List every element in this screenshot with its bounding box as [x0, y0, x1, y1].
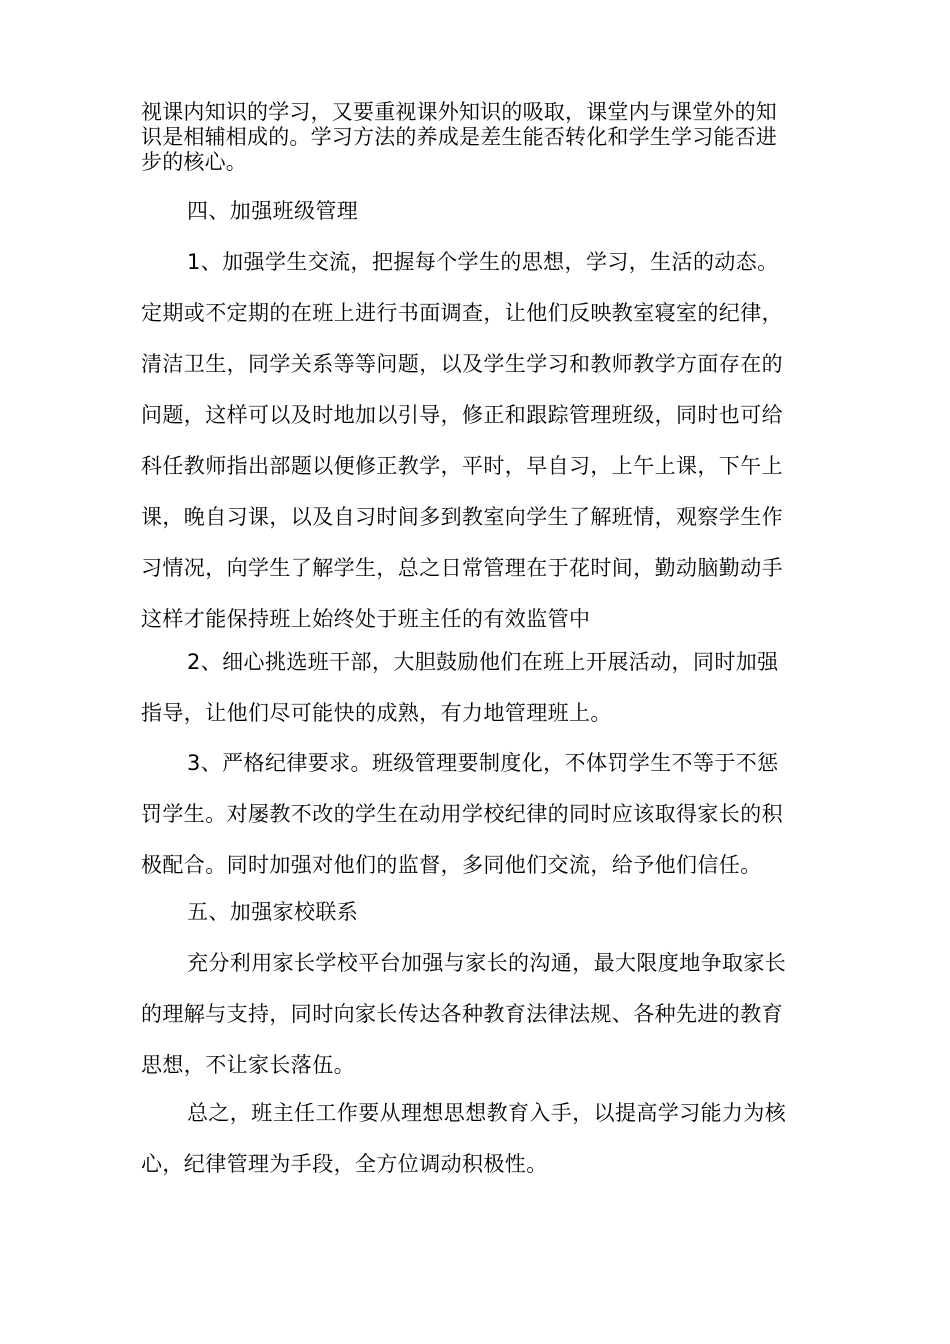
heading-text: 五、加强家校联系	[187, 900, 359, 924]
text-line: 充分利用家长学校平台加强与家长的沟通，最大限度地争取家长	[187, 951, 787, 975]
text-line: 视课内知识的学习，又要重视课外知识的吸取，课堂内与课堂外的知	[141, 100, 777, 124]
conclusion-paragraph	[141, 1088, 831, 1190]
text-line: 1、加强学生交流，把握每个学生的思想，学习，生活的动态。	[187, 250, 779, 274]
text-line: 指导，让他们尽可能快的成熟，有力地管理班上。	[141, 701, 612, 725]
text-line: 步的核心。	[141, 150, 247, 174]
text-line: 清洁卫生，同学关系等等问题，以及学生学习和教师教学方面存在的	[141, 352, 783, 376]
heading-text: 四、加强班级管理	[187, 199, 359, 223]
text-line: 识是相辅相成的。学习方法的养成是差生能否转化和学生学习能否进	[141, 125, 777, 149]
text-line: 3、严格纪律要求。班级管理要制度化，不体罚学生不等于不惩	[187, 751, 779, 775]
item-1-paragraph	[141, 237, 831, 645]
section-heading-5	[141, 887, 831, 938]
item-3-paragraph	[141, 738, 831, 891]
text-line: 的理解与支持，同时向家长传达各种教育法律法规、各种先进的教育	[141, 1002, 783, 1026]
text-line: 心，纪律管理为手段，全方位调动积极性。	[141, 1152, 548, 1176]
text-line: 科任教师指出部题以便修正教学，平时，早自习，上午上课，下午上	[141, 454, 783, 478]
text-line: 课，晚自习课，以及自习时间多到教室向学生了解班情，观察学生作	[141, 505, 783, 529]
item-2-paragraph	[141, 637, 831, 739]
text-line: 总之，班主任工作要从理想思想教育入手，以提高学习能力为核	[187, 1101, 787, 1125]
text-line: 这样才能保持班上始终处于班主任的有效监管中	[141, 607, 591, 631]
section-5-paragraph	[141, 938, 831, 1091]
text-line: 习情况，向学生了解学生，总之日常管理在于花时间，勤动脑勤动手	[141, 556, 783, 580]
text-line: 罚学生。对屡教不改的学生在动用学校纪律的同时应该取得家长的积	[141, 802, 783, 826]
text-line: 极配合。同时加强对他们的监督，多同他们交流，给予他们信任。	[141, 853, 762, 877]
text-line: 思想，不让家长落伍。	[141, 1053, 355, 1077]
text-line: 问题，这样可以及时地加以引导，修正和跟踪管理班级，同时也可给	[141, 403, 783, 427]
text-line: 2、细心挑选班干部，大胆鼓励他们在班上开展活动，同时加强	[187, 650, 779, 674]
section-heading-4	[141, 186, 831, 237]
text-line: 定期或不定期的在班上进行书面调查，让他们反映教室寝室的纪律，	[141, 301, 783, 325]
intro-paragraph	[141, 100, 821, 175]
